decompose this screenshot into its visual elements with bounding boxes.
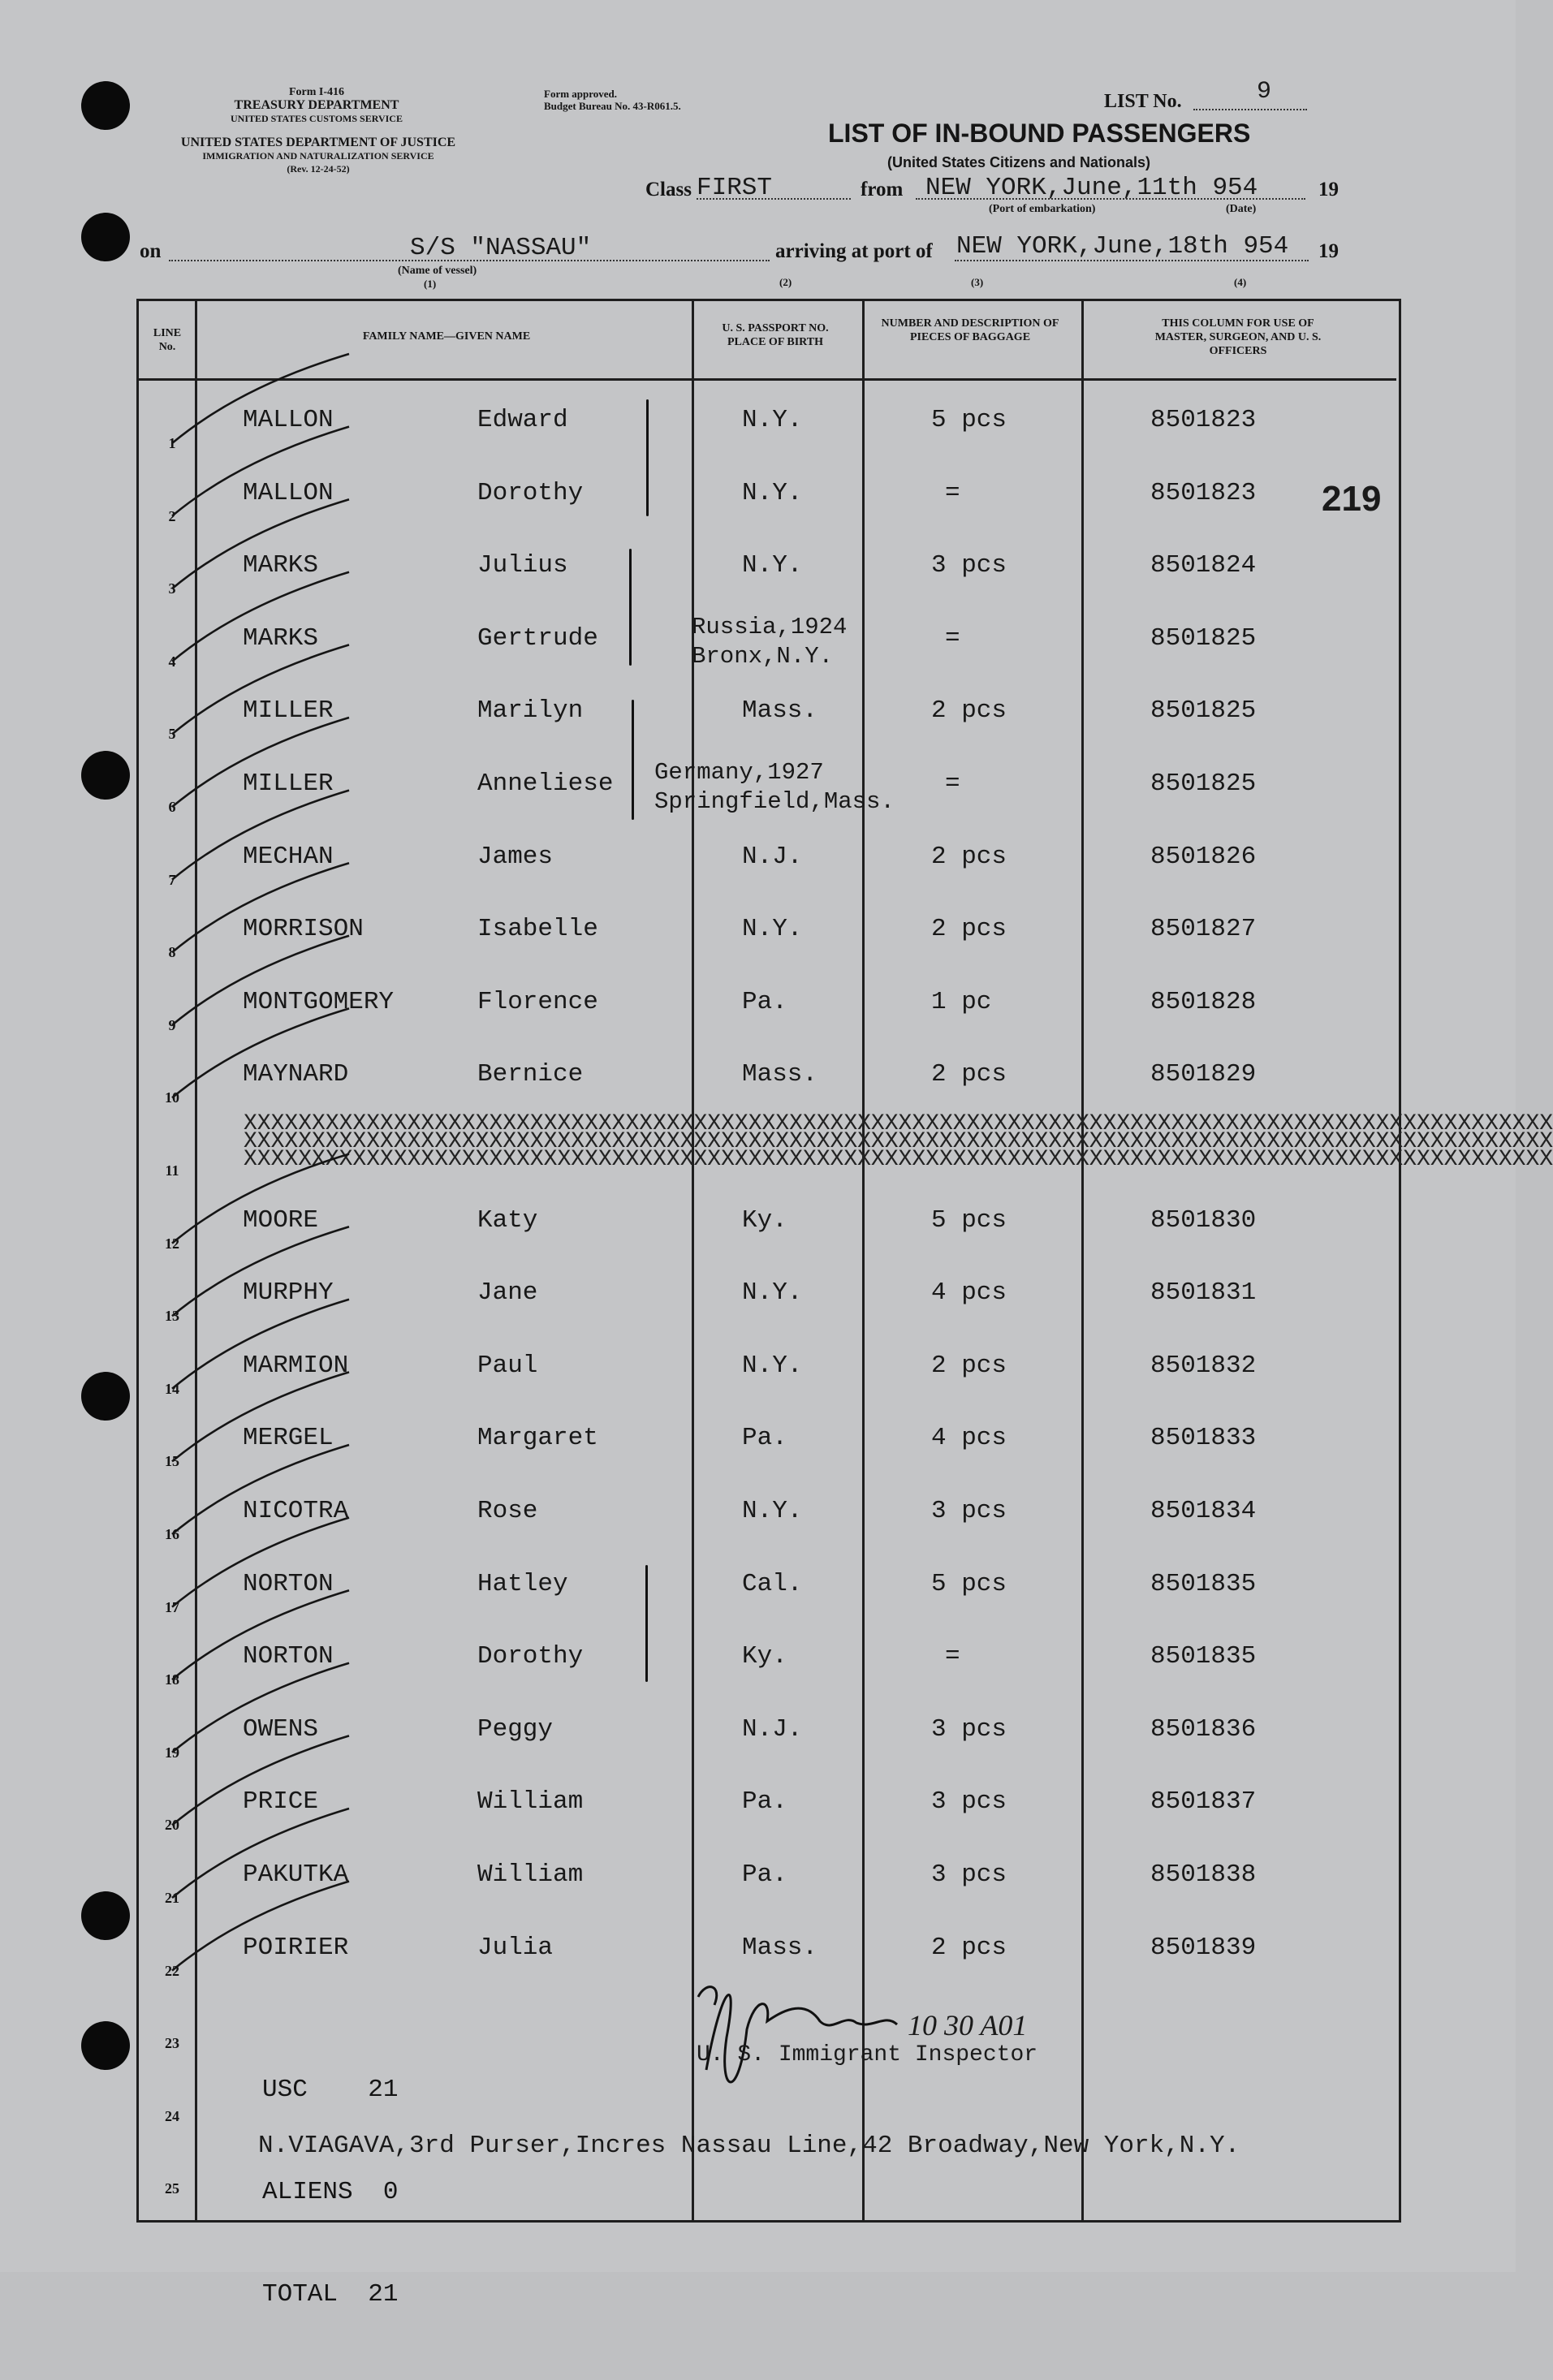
family-name: MILLER [243, 696, 334, 726]
place-of-birth: N.J. [742, 1714, 803, 1744]
table-row [0, 843, 1516, 915]
given-name: Gertrude [477, 623, 598, 653]
list-no-underline [1193, 109, 1307, 110]
given-name: Julius [477, 551, 568, 580]
place-of-birth: Germany,1927 Springfield,Mass. [654, 759, 895, 815]
family-name: MAYNARD [243, 1060, 349, 1089]
given-name: Dorothy [477, 478, 584, 507]
total-count: 21 [368, 2280, 399, 2309]
family-name: NORTON [243, 1642, 334, 1671]
line-number: 25 [165, 2180, 179, 2197]
baggage-count: 3 pcs [931, 1497, 1007, 1525]
inspector-label: U. S. Immigrant Inspector [697, 2042, 1038, 2067]
officer-number: 8501831 [1150, 1278, 1257, 1308]
family-name: MECHAN [243, 842, 334, 871]
family-bracket [629, 549, 632, 666]
col-header-name: FAMILY NAME—GIVEN NAME [362, 330, 531, 343]
list-no-value: 9 [1257, 78, 1272, 106]
given-name: Florence [477, 987, 598, 1016]
place-of-birth: Ky. [742, 1205, 787, 1235]
binder-hole [81, 2021, 130, 2070]
family-name: MORRISON [243, 915, 364, 944]
family-name: MOORE [243, 1205, 319, 1235]
budget-bureau: Budget Bureau No. 43-R061.5. [544, 100, 681, 112]
place-of-birth: Mass. [742, 696, 818, 726]
vessel-caption: (Name of vessel) [398, 265, 477, 277]
officer-number: 8501825 [1150, 696, 1257, 726]
baggage-count: 2 pcs [931, 842, 1007, 871]
inspector-signature [690, 1964, 1096, 2111]
caption-4: (4) [1234, 276, 1247, 288]
family-name: PAKUTKA [243, 1860, 349, 1889]
family-name: NICOTRA [243, 1497, 349, 1525]
signature-note: 10 30 A01 [908, 2009, 1028, 2042]
given-name: Rose [477, 1497, 538, 1525]
given-name: Katy [477, 1205, 538, 1235]
table-row [0, 1278, 1516, 1351]
place-of-birth: Ky. [742, 1642, 787, 1671]
place-of-birth: N.Y. [742, 551, 803, 580]
justice-label: UNITED STATES DEPARTMENT OF JUSTICE [180, 136, 456, 149]
family-name: MONTGOMERY [243, 987, 395, 1016]
baggage-count: 4 pcs [931, 1424, 1007, 1453]
table-row [0, 406, 1516, 478]
family-name: MILLER [243, 770, 334, 798]
baggage-count: 2 pcs [931, 1933, 1007, 1962]
aliens-count: 0 [382, 2178, 399, 2206]
usc-label: USC [262, 2076, 308, 2104]
given-name: James [477, 842, 554, 871]
table-row [0, 915, 1516, 987]
line-number: 9 [168, 1016, 176, 1033]
table-row [0, 479, 1516, 551]
family-name: MERGEL [243, 1424, 334, 1453]
table-row [0, 613, 1516, 696]
table-row [0, 1570, 1516, 1642]
place-of-birth: Pa. [742, 1424, 787, 1453]
year-1: 19 [1318, 179, 1339, 200]
family-name: PRICE [243, 1787, 319, 1817]
customs-label: UNITED STATES CUSTOMS SERVICE [231, 113, 403, 124]
line-number: 17 [165, 1598, 179, 1615]
table-row [0, 1860, 1516, 1933]
place-of-birth: N.J. [742, 842, 803, 871]
baggage-count: 2 pcs [931, 696, 1007, 726]
arriving-label: arriving at port of [775, 240, 933, 262]
place-of-birth: N.Y. [742, 1497, 803, 1525]
officer-number: 8501824 [1150, 551, 1257, 580]
given-name: William [477, 1860, 584, 1889]
line-number: 14 [165, 1380, 179, 1397]
baggage-count: = [945, 770, 960, 798]
family-name: MARKS [243, 551, 319, 580]
officer-number: 8501839 [1150, 1933, 1257, 1962]
given-name: Bernice [477, 1060, 584, 1089]
aliens-label: ALIENS [262, 2178, 353, 2206]
officer-number: 8501838 [1150, 1860, 1257, 1889]
table-row [0, 1787, 1516, 1860]
date-caption: (Date) [1226, 203, 1257, 215]
purser-footer: N.VIAGAVA,3rd Purser,Incres Nassau Line,42 Broadway,New York,N.Y. [258, 2132, 1240, 2160]
line-number: 16 [165, 1526, 179, 1542]
line-number: 5 [168, 726, 176, 743]
form-approved: Form approved. [544, 88, 618, 100]
baggage-count: 2 pcs [931, 915, 1007, 944]
given-name: William [477, 1787, 584, 1817]
family-bracket [632, 700, 634, 820]
from-label: from [861, 179, 904, 200]
usc-count: 21 [368, 2076, 399, 2104]
family-name: MARMION [243, 1351, 349, 1380]
line-number: 4 [168, 653, 176, 670]
place-of-birth: Mass. [742, 1060, 818, 1089]
line-number: 10 [165, 1089, 179, 1106]
line-number: 8 [168, 944, 176, 961]
summary-block [262, 2005, 398, 2380]
line-number: 12 [165, 1235, 179, 1252]
revision-label: (Rev. 12-24-52) [287, 163, 350, 175]
baggage-count: 2 pcs [931, 1351, 1007, 1380]
place-of-birth: Cal. [742, 1569, 803, 1598]
from-value: NEW YORK,June,11th 954 [925, 174, 1258, 202]
given-name: Hatley [477, 1569, 568, 1598]
vessel-caption-number: (1) [424, 278, 437, 290]
line-number: 20 [165, 1817, 179, 1834]
crossed-out-row: XXXXXXXXXXXXXXXXXXXXXXXXXXXXXXXXXXXXXXXXXXXXXXXXXXXXXXXXXXXXXXXXXXXXXXXXXXXXXXXXXXXXXXXXXXXXXXXX [244, 1129, 1553, 1154]
family-name: MURPHY [243, 1278, 334, 1308]
line-number: 2 [168, 507, 176, 524]
form-subtitle: (United States Citizens and Nationals) [887, 154, 1151, 170]
officer-number: 8501834 [1150, 1497, 1257, 1525]
col-header-baggage: NUMBER AND DESCRIPTION OF PIECES OF BAGGAGE [881, 317, 1059, 343]
place-of-birth: N.Y. [742, 1351, 803, 1380]
officer-number: 8501835 [1150, 1569, 1257, 1598]
place-of-birth: Pa. [742, 987, 787, 1016]
officer-number: 8501830 [1150, 1205, 1257, 1235]
baggage-count: 4 pcs [931, 1278, 1007, 1308]
place-of-birth: N.Y. [742, 478, 803, 507]
line-number: 1 [168, 435, 176, 451]
binder-hole [81, 81, 130, 130]
given-name: Marilyn [477, 696, 584, 726]
officer-number: 8501829 [1150, 1060, 1257, 1089]
line-number: 15 [165, 1453, 179, 1470]
col-header-line-no: LINE No. [153, 327, 182, 353]
family-name: POIRIER [243, 1933, 349, 1962]
baggage-count: = [945, 1642, 960, 1671]
class-value: FIRST [697, 174, 773, 202]
family-name: MALLON [243, 406, 334, 434]
year-2: 19 [1318, 240, 1339, 262]
justice-block [132, 136, 505, 175]
line-number: 24 [165, 2107, 179, 2124]
caption-2: (2) [779, 276, 792, 288]
line-number: 6 [168, 799, 176, 815]
baggage-count: 3 pcs [931, 1714, 1007, 1744]
vessel-name: S/S "NASSAU" [410, 234, 592, 262]
place-of-birth: N.Y. [742, 915, 803, 944]
line-number: 22 [165, 1962, 179, 1979]
caption-3: (3) [971, 276, 984, 288]
officer-number: 8501828 [1150, 987, 1257, 1016]
line-number: 23 [165, 2035, 179, 2052]
table-row [0, 1352, 1516, 1424]
baggage-count: 3 pcs [931, 551, 1007, 580]
line-number: 13 [165, 1308, 179, 1325]
officer-number: 8501827 [1150, 915, 1257, 944]
line-number: 18 [165, 1671, 179, 1688]
place-of-birth: N.Y. [742, 1278, 803, 1308]
col-header-passport: U. S. PASSPORT NO. PLACE OF BIRTH [722, 322, 829, 348]
family-name: MALLON [243, 478, 334, 507]
officer-number: 8501823 [1150, 406, 1257, 434]
officer-number: 8501826 [1150, 842, 1257, 871]
table-row [0, 1206, 1516, 1278]
line-number: 21 [165, 1890, 179, 1906]
place-of-birth: Mass. [742, 1933, 818, 1962]
officer-number: 8501837 [1150, 1787, 1257, 1817]
given-name: Jane [477, 1278, 538, 1308]
family-name: NORTON [243, 1569, 334, 1598]
line-number: 3 [168, 580, 176, 597]
officer-number: 8501832 [1150, 1351, 1257, 1380]
on-label: on [140, 240, 162, 262]
table-row [0, 1424, 1516, 1496]
form-title: LIST OF IN-BOUND PASSENGERS [828, 119, 1251, 148]
place-of-birth: N.Y. [742, 406, 803, 434]
header-divider [138, 378, 1396, 381]
officer-number: 8501823 [1150, 478, 1257, 507]
class-label: Class [645, 179, 692, 200]
baggage-count: 5 pcs [931, 406, 1007, 434]
baggage-count: 5 pcs [931, 1569, 1007, 1598]
table-row [0, 1497, 1516, 1569]
officer-number: 8501836 [1150, 1714, 1257, 1744]
place-of-birth: Russia,1924 Bronx,N.Y. [692, 613, 848, 670]
family-bracket [646, 399, 649, 516]
total-label: TOTAL [262, 2280, 339, 2309]
ins-label: IMMIGRATION AND NATURALIZATION SERVICE [202, 150, 434, 162]
place-of-birth: Pa. [742, 1860, 787, 1889]
given-name: Isabelle [477, 915, 598, 944]
given-name: Edward [477, 406, 568, 434]
baggage-count: 5 pcs [931, 1205, 1007, 1235]
line-number: 7 [168, 871, 176, 888]
arrival-value: NEW YORK,June,18th 954 [956, 232, 1289, 261]
table-row [0, 1715, 1516, 1787]
crossed-out-row: XXXXXXXXXXXXXXXXXXXXXXXXXXXXXXXXXXXXXXXXXXXXXXXXXXXXXXXXXXXXXXXXXXXXXXXXXXXXXXXXXXXXXXXXXXXXXXXX [244, 1111, 1553, 1136]
officer-number: 8501833 [1150, 1424, 1257, 1453]
crossed-out-row: XXXXXXXXXXXXXXXXXXXXXXXXXXXXXXXXXXXXXXXXXXXXXXXXXXXXXXXXXXXXXXXXXXXXXXXXXXXXXXXXXXXXXXXXXXXXXXXX [244, 1147, 1553, 1172]
officer-number: 8501835 [1150, 1642, 1257, 1671]
place-of-birth: Pa. [742, 1787, 787, 1817]
family-name: OWENS [243, 1714, 319, 1744]
baggage-count: = [945, 623, 960, 653]
port-embarkation-caption: (Port of embarkation) [989, 203, 1096, 215]
form-number: Form I-416 [288, 86, 345, 98]
table-row [0, 759, 1516, 842]
line-number: 11 [165, 1162, 179, 1179]
baggage-count: = [945, 478, 960, 507]
given-name: Anneliese [477, 770, 614, 798]
col-header-officers: THIS COLUMN FOR USE OF MASTER, SURGEON, AND U. S. OFFICERS [1154, 317, 1322, 357]
family-bracket [645, 1565, 648, 1682]
baggage-count: 2 pcs [931, 1060, 1007, 1089]
table-row [0, 1642, 1516, 1714]
baggage-count: 1 pc [931, 987, 992, 1016]
officer-number: 8501825 [1150, 623, 1257, 653]
given-name: Dorothy [477, 1642, 584, 1671]
page-stamp: 219 [1322, 479, 1382, 519]
given-name: Paul [477, 1351, 538, 1380]
given-name: Margaret [477, 1424, 598, 1453]
family-name: MARKS [243, 623, 319, 653]
officer-number: 8501825 [1150, 770, 1257, 798]
given-name: Peggy [477, 1714, 554, 1744]
given-name: Julia [477, 1933, 554, 1962]
binder-hole [81, 213, 130, 261]
baggage-count: 3 pcs [931, 1787, 1007, 1817]
line-number: 19 [165, 1744, 179, 1761]
list-no-label: LIST No. [1104, 91, 1182, 112]
treasury-label: TREASURY DEPARTMENT [234, 98, 399, 112]
table-row [0, 988, 1516, 1060]
approval-block [544, 88, 681, 112]
treasury-block [203, 86, 430, 125]
baggage-count: 3 pcs [931, 1860, 1007, 1889]
